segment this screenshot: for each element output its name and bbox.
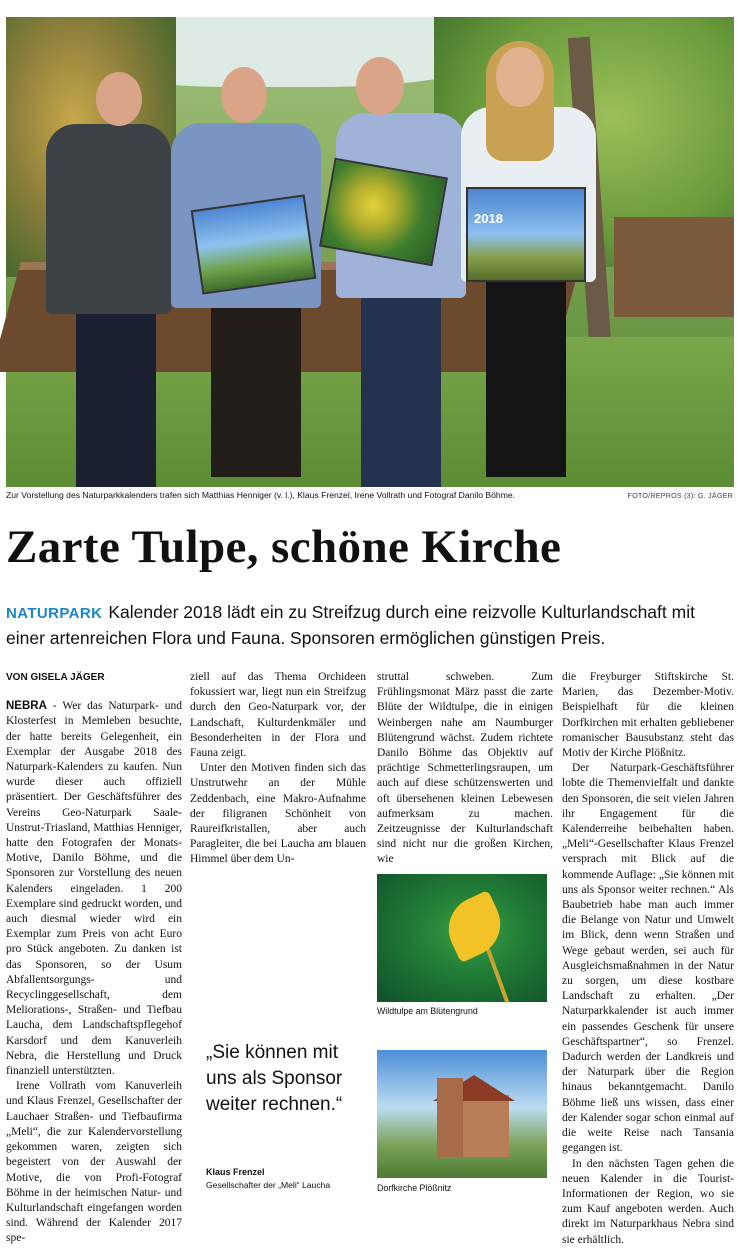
tulip-caption: Wildtulpe am Blütengrund bbox=[377, 1006, 478, 1016]
calendar-landscape bbox=[191, 194, 317, 294]
photo-caption: Zur Vorstellung des Naturparkkalenders trafen sich Matthias Henniger (v. l.), Klaus Frenzel, Irene Vollrath und Fotograf Danilo Böhme. bbox=[6, 490, 516, 500]
paragraph: ziell auf das Thema Orchideen fokussiert war, liegt nun ein Streifzug durch den Geo-Naturpark vor, der Landschaft, Kulturdenkmäler und Besonderheiten in der Flora und Fauna zeigt. bbox=[190, 671, 366, 760]
paragraph: Unter den Motiven finden sich das Unstrutwehr an der Mühle Zeddenbach, eine Makro-Aufnahme der filigranen Schönheit von Raureifkristallen, aber auch Paragleiter, die bei Laucha am blauen Himmel über dem Un- bbox=[190, 762, 366, 866]
quote-author-role: Gesellschafter der „Meli“ Laucha bbox=[206, 1180, 331, 1190]
article-column-4 bbox=[562, 670, 734, 1248]
quote-author: Klaus Frenzel bbox=[206, 1167, 265, 1177]
byline: VON GISELA JÄGER bbox=[6, 672, 105, 683]
tulip-photo bbox=[377, 874, 547, 1002]
kicker: NATURPARK bbox=[6, 605, 103, 622]
main-photo bbox=[6, 17, 734, 487]
article-column-2 bbox=[190, 670, 366, 868]
article-column-1 bbox=[6, 670, 182, 1247]
calendar-year: 2018 bbox=[474, 211, 503, 226]
paragraph-text: - Wer das Naturpark- und Klosterfest in Memleben besuchte, der hatte bereits Gelegenheit, ein Exemplar der Ausgabe 2018 des Naturpark-Kalenders zu kaufen. Nun wurde dieser auch offiziell präsentiert. Der Geschäftsführer des Vereins Geo-Naturpark Saale-Unstrut-Triasland, Matthias Henniger, hatte den Fotografen der Monats-Motive, Danilo Böhme, und die Sponsoren zur Vorstellung des neuen Kalenders eingeladen. 1 200 Exemplare sind gedruckt worden, und auch diesmal wieder wird ein Exemplar zum Preis von acht Euro pro Stück angeboten. Zu danken ist das Sponsoren, so der Usum Abfallentsorgungs- und Recyclinggesellschaft, dem Meliorations-, Straßen- und Tiefbau Laucha, dem Landschaftspflegehof Karsdorf und dem Kanuverleih Nebra, die Herstellung und Druck finanziell unterstützten. bbox=[6, 700, 182, 1078]
headline: Zarte Tulpe, schöne Kirche bbox=[6, 521, 562, 573]
photo-bench-right bbox=[614, 217, 734, 317]
calendar-cover-2018 bbox=[466, 187, 586, 282]
lead-paragraph bbox=[6, 600, 734, 650]
paragraph: die Freyburger Stiftskirche St. Marien, das Dezember-Motiv. Beispielhaft für die kleinen Dorfkirchen mit erhalten gebliebener romanischer Bausubstanz steht das Motiv der Kirche Plößnitz. bbox=[562, 671, 734, 760]
photo-credit: FOTO/REPROS (3): G. JÄGER bbox=[627, 491, 733, 500]
paragraph bbox=[6, 699, 182, 1079]
pull-quote: „Sie können mit uns als Sponsor weiter rechnen.“ bbox=[206, 1042, 343, 1115]
paragraph: In den nächsten Tagen gehen die neuen Kalender in die Tourist-Informationen der Region, wo sie zum Kauf angeboten werden. Auch direkt im Naturparkhaus Nebra sind sie erhältlich. bbox=[562, 1157, 734, 1246]
lead-text: Kalender 2018 lädt ein zu Streifzug durch eine reizvolle Kulturlandschaft mit einer artenreichen Flora und Fauna. Sponsoren ermöglichen günstigen Preis. bbox=[6, 602, 695, 648]
church-caption: Dorfkirche Plößnitz bbox=[377, 1183, 452, 1193]
article-column-3 bbox=[377, 670, 553, 868]
paragraph: struttal schweben. Zum Frühlingsmonat März passt die zarte Blüte der Wildtulpe, die in einigen Weinbergen nahe am Naumburger Blütengrund wächst. Zudem richtete Danilo Böhme das Objektiv auf prächtige Schmetterlingsraupen, um auch auf diese schützenswerten und oft übersehenen kleinen Lebewesen aufmerksam zu machen. Zeitzeugnisse der Kulturlandschaft sind nicht nur die großen Kirchen, wie bbox=[377, 671, 553, 866]
paragraph: Irene Vollrath vom Kanuverleih und Klaus Frenzel, Gesellschafter der Lauchaer Straßen- und Tiefbaufirma „Meli“, die zur Kalendervorstellung gekommen waren, zeigten sich begeistert von der Auswahl der Motive, die von Profi-Fotograf Böhme in der heimischen Natur- und Kulturlandschaft eingefangen worden sind. Während der Kalender 2017 spe- bbox=[6, 1080, 182, 1245]
church-photo bbox=[377, 1050, 547, 1178]
paragraph: Der Naturpark-Geschäftsführer lobte die Themenvielfalt und dankte den Sponsoren, die seit vielen Jahren ihr Engagement für die Kalenderreihe beibehalten haben. „Meli“-Gesellschafter Klaus Frenzel versprach mit Blick auf die kommende Auflage: „Sie können mit uns als Sponsor weiter rechnen.“ Als Baubetrieb habe man auch immer die Belange von Natur und Umwelt im Blick, denn wenn Straßen und Wege gebaut werden, sei auch für Ausgleichsmaßnahmen in der Natur zu sorgen, um diese kostbare Landschaft zu erhalten. „Der Naturparkkalender ist auch immer ein passendes Geschenk für unsere Geschäftspartner“, so Frenzel. Dadurch werden der Landkreis und der Naturpark über die Region hinaus bekanntgemacht. Danilo Böhme ließ uns wissen, dass einer der Kalender sogar schon einmal auf die weite Reise nach Tansania gegangen ist. bbox=[562, 762, 734, 1155]
dateline: NEBRA bbox=[6, 700, 47, 713]
